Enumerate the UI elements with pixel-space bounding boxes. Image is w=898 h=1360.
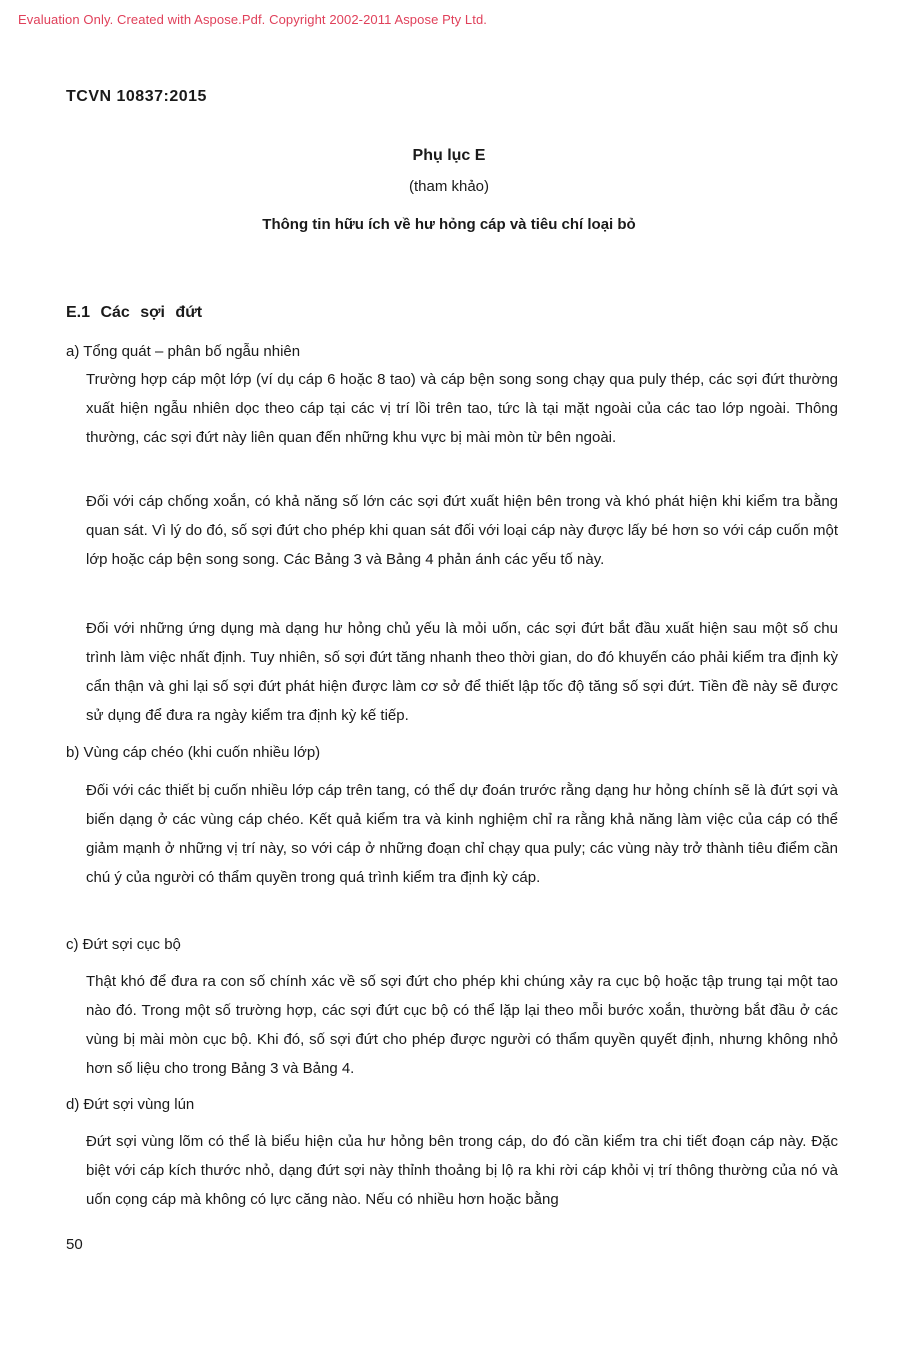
subsection-a-paragraph-3: Đối với những ứng dụng mà dạng hư hỏng chủ yếu là mỏi uốn, các sợi đứt bắt đầu xuất hiện sau một số chu trình làm việc nhất định. Tuy nhiên, số sợi đứt tăng nhanh theo thời gian, do đó khuyến cáo phải kiểm tra định kỳ cẩn thận và ghi lại số sợi đứt phát hiện được làm cơ sở để thiết lập tốc độ tăng số sợi đứt. Tiền đề này sẽ được sử dụng để đưa ra ngày kiểm tra định kỳ kế tiếp. xyxy=(86,620,838,724)
subsection-a-paragraph-2: Đối với cáp chống xoắn, có khả năng số lớn các sợi đứt xuất hiện bên trong và khó phát hiện khi kiểm tra bằng quan sát. Vì lý do đó, số sợi đứt cho phép khi quan sát đối với loại cáp này được lấy bé hơn so với cáp cuốn một lớp hoặc cáp bện song song. Các Bảng 3 và Bảng 4 phản ánh các yếu tố này. xyxy=(86,493,838,568)
subsection-b-heading: b) Vùng cáp chéo (khi cuốn nhiều lớp) xyxy=(66,744,321,761)
subsection-c-paragraph-1: Thật khó để đưa ra con số chính xác về số sợi đứt cho phép khi chúng xảy ra cục bộ hoặc tập trung tại một tao nào đó. Trong một số trường hợp, các sợi đứt cục bộ có thể lặp lại theo mỗi bước xoắn, thường bắt đầu ở các vùng bị mài mòn cục bộ. Khi đó, số sợi đứt cho phép được người có thẩm quyền quyết định, nhưng không nhỏ hơn số liệu cho trong Bảng 3 và Bảng 4. xyxy=(86,973,838,1077)
standard-code: TCVN 10837:2015 xyxy=(66,88,207,105)
appendix-subtitle: (tham khảo) xyxy=(408,178,490,195)
subsection-d-heading: d) Đứt sợi vùng lún xyxy=(66,1096,195,1113)
subsection-a-heading: a) Tổng quát – phân bố ngẫu nhiên xyxy=(66,343,301,360)
subsection-a-paragraph-1: Trường hợp cáp một lớp (ví dụ cáp 6 hoặc 8 tao) và cáp bện song song chạy qua puly thép, các sợi đứt thường xuất hiện ngẫu nhiên dọc theo cáp tại các vị trí lồi trên tao, tức là tại mặt ngoài của các tao lớp ngoài. Thông thường, các sợi đứt này liên quan đến những khu vực bị mài mòn từ bên ngoài. xyxy=(86,371,838,446)
page-number: 50 xyxy=(66,1236,83,1253)
subsection-d-paragraph-1: Đứt sợi vùng lõm có thể là biểu hiện của hư hỏng bên trong cáp, do đó cần kiểm tra chi tiết đoạn cáp này. Đặc biệt với cáp kích thước nhỏ, dạng đứt sợi này thỉnh thoảng bị lộ ra khi rời cáp khỏi vị trí thông thường của nó và uốn cọng cáp mà không có lực căng nào. Nếu có nhiều hơn hoặc bằng xyxy=(86,1133,838,1208)
subsection-b-paragraph-1: Đối với các thiết bị cuốn nhiều lớp cáp trên tang, có thể dự đoán trước rằng dạng hư hỏng chính sẽ là đứt sợi và biến dạng ở các vùng cáp chéo. Kết quả kiểm tra và kinh nghiệm chỉ ra rằng khả năng làm việc của cáp có thể giảm mạnh ở những vị trí này, so với cáp ở những đoạn chỉ chạy qua puly; các vùng này trở thành tiêu điểm cần chú ý của người có thẩm quyền trong quá trình kiểm tra định kỳ cáp. xyxy=(86,782,838,886)
subsection-c-heading: c) Đứt sợi cục bộ xyxy=(66,936,181,953)
appendix-heading: Thông tin hữu ích về hư hỏng cáp và tiêu chí loại bỏ xyxy=(262,216,636,233)
section-heading: E.1 Các sợi đứt xyxy=(66,304,203,321)
watermark: Evaluation Only. Created with Aspose.Pdf. Copyright 2002-2011 Aspose Pty Ltd. xyxy=(18,12,487,27)
appendix-title: Phụ lục E xyxy=(412,147,486,164)
